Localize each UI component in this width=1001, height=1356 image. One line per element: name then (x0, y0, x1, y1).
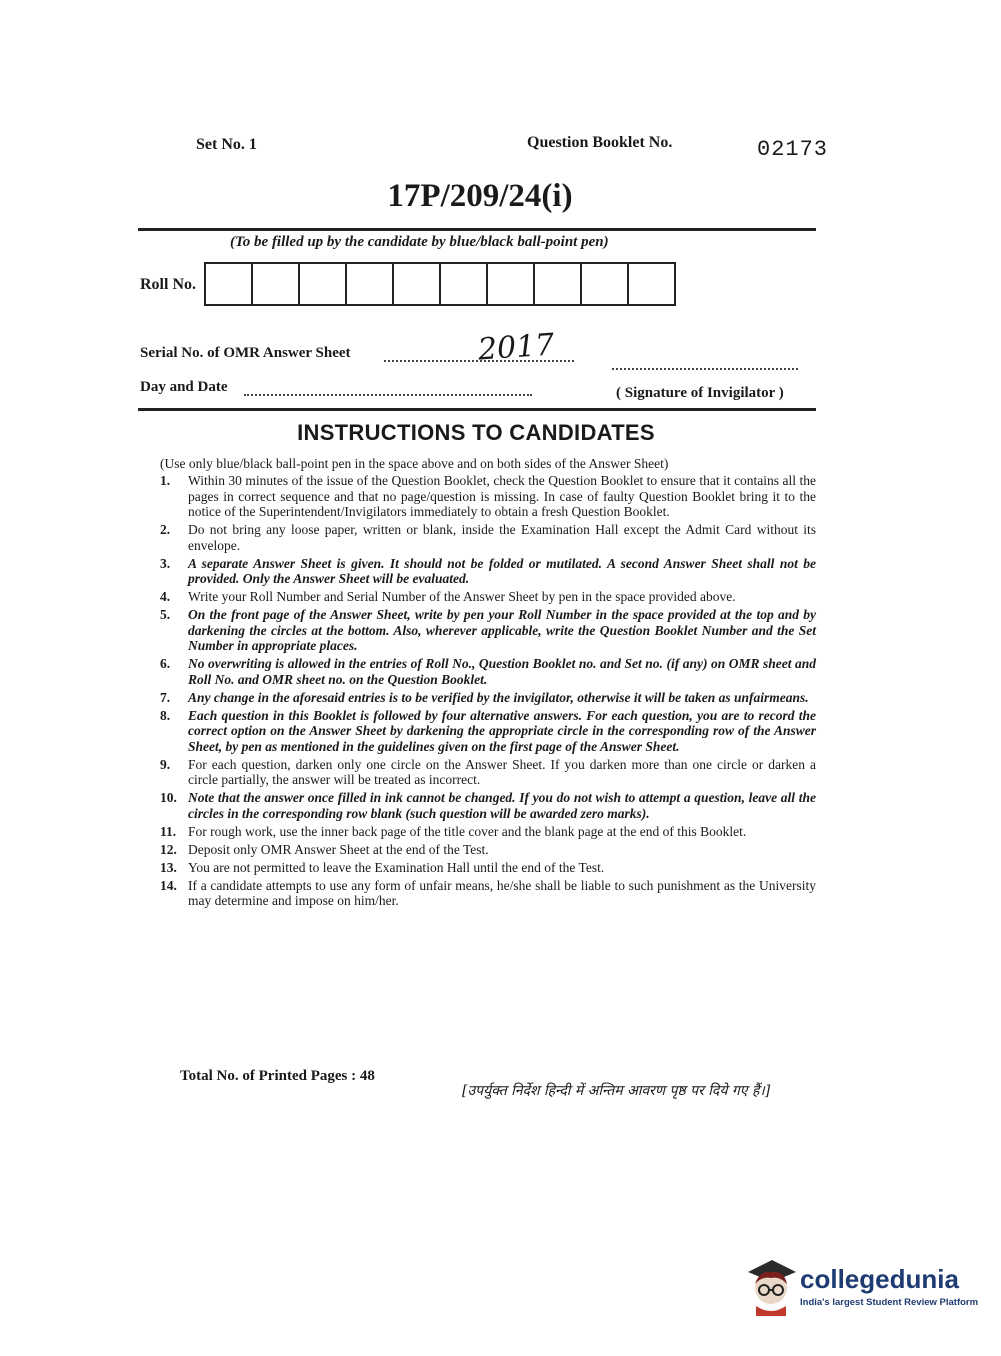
instruction-text: Each question in this Booklet is followed by four alternative answers. For each question, you are to record the correct option on the Answer Sheet by darkening the appropriate circle in the corresponding row of the Answer Sheet, by pen as mentioned in the guidelines given on the first page of the Answer Sheet. (188, 707, 816, 754)
instruction-number: 6. (160, 656, 171, 671)
instruction-number: 13. (160, 859, 177, 875)
roll-digit-box[interactable] (253, 264, 300, 304)
fill-instruction-note: (To be filled up by the candidate by blue/black ball-point pen) (230, 234, 609, 250)
instruction-text: On the front page of the Answer Sheet, write by pen your Roll Number in the space provided at the top and by darkening the circles at the bottom. Also, wherever applicable, write the Question Booklet Number and the Set Number in appropriate places. (188, 607, 816, 653)
section-divider (138, 408, 816, 411)
roll-digit-box[interactable] (582, 264, 629, 304)
instruction-text: For rough work, use the inner back page of the title cover and the blank page at the end of this Booklet. (188, 823, 747, 839)
instruction-text: No overwriting is allowed in the entries of Roll No., Question Booklet no. and Set no. (if any) on OMR sheet and Roll No. and OMR sheet no. on the Question Booklet. (188, 656, 816, 687)
instruction-item (160, 656, 816, 687)
instruction-item (160, 473, 816, 520)
instruction-number: 11. (160, 823, 177, 839)
instruction-item (160, 708, 816, 755)
paper-code: 17P/209/24(i) (387, 178, 573, 214)
collegedunia-tagline: India's largest Student Review Platform (800, 1297, 979, 1308)
instruction-item (160, 878, 816, 909)
instruction-item (160, 790, 816, 821)
instruction-number: 7. (160, 689, 171, 705)
instructions-intro: (Use only blue/black ball-point pen in the space above and on both sides of the Answer Sheet) (160, 456, 669, 471)
hindi-note: [उपर्युक्त निर्देश हिन्दी में अन्तिम आवरण पृष्ठ पर दिये गए हैं।] (462, 1083, 771, 1099)
instruction-number: 1. (160, 473, 171, 488)
instruction-text: For each question, darken only one circle on the Answer Sheet. If you darken more than one circle or darken a circle partially, the answer will be treated as incorrect. (188, 756, 816, 787)
roll-digit-box[interactable] (347, 264, 394, 304)
instruction-item (160, 860, 816, 876)
instruction-item (160, 522, 816, 553)
instruction-number: 4. (160, 589, 171, 604)
instructions-heading: INSTRUCTIONS TO CANDIDATES (297, 420, 655, 445)
omr-serial-handwritten: 2017 (476, 327, 556, 368)
roll-digit-box[interactable] (629, 264, 674, 304)
invigilator-signature-label: ( Signature of Invigilator ) (616, 385, 784, 401)
instruction-item (160, 824, 816, 840)
question-booklet-number: 02173 (757, 137, 829, 162)
roll-number-boxes[interactable] (204, 262, 676, 306)
instruction-text: Within 30 minutes of the issue of the Question Booklet, check the Question Booklet to ensure that it contains all the pages in correct sequence and that no page/question is missing. In case of faulty Question Booklet bring it to the notice of the Superintendent/Invigilators immediately to obtain a fresh Question Booklet. (188, 473, 816, 519)
instruction-number: 9. (160, 756, 171, 772)
instruction-number: 5. (160, 607, 171, 622)
roll-digit-box[interactable] (394, 264, 441, 304)
instruction-number: 12. (160, 841, 177, 857)
instruction-item (160, 556, 816, 587)
instruction-item (160, 607, 816, 654)
instruction-text: Do not bring any loose paper, written or blank, inside the Examination Hall except the Admit Card without its envelope. (188, 522, 816, 553)
instruction-number: 14. (160, 877, 177, 893)
question-booklet-label: Question Booklet No. (527, 134, 673, 151)
instruction-text: Deposit only OMR Answer Sheet at the end of the Test. (188, 841, 489, 857)
day-date-line[interactable] (244, 394, 532, 396)
roll-digit-box[interactable] (441, 264, 488, 304)
instruction-item (160, 842, 816, 858)
instructions-list (160, 473, 816, 911)
set-number: Set No. 1 (196, 136, 257, 153)
signature-line[interactable] (612, 368, 798, 370)
instruction-number: 10. (160, 790, 177, 805)
day-date-label: Day and Date (140, 379, 228, 395)
roll-digit-box[interactable] (535, 264, 582, 304)
roll-digit-box[interactable] (206, 264, 253, 304)
instruction-text: A separate Answer Sheet is given. It should not be folded or mutilated. A second Answer Sheet shall not be provided. Only the Answer Sheet will be evaluated. (188, 555, 816, 586)
collegedunia-mascot-icon (742, 1254, 800, 1316)
collegedunia-logo: collegedunia (800, 1264, 959, 1294)
instruction-text: Write your Roll Number and Serial Number of the Answer Sheet by pen in the space provided above. (188, 589, 736, 604)
roll-number-label: Roll No. (140, 276, 196, 293)
roll-digit-box[interactable] (300, 264, 347, 304)
instruction-number: 3. (160, 555, 171, 571)
total-printed-pages: Total No. of Printed Pages : 48 (180, 1068, 375, 1084)
instruction-number: 8. (160, 707, 171, 723)
instruction-number: 2. (160, 522, 171, 537)
instruction-item (160, 589, 816, 605)
instruction-text: Note that the answer once filled in ink cannot be changed. If you do not wish to attempt a question, leave all the circles in the corresponding row blank (such question will be awarded zero marks). (188, 790, 816, 821)
instruction-item (160, 757, 816, 788)
instruction-text: If a candidate attempts to use any form of unfair means, he/she shall be liable to such punishment as the University may determine and impose on him/her. (188, 877, 816, 908)
instruction-item (160, 690, 816, 706)
top-divider (138, 228, 816, 231)
instruction-text: You are not permitted to leave the Examination Hall until the end of the Test. (188, 859, 605, 875)
omr-serial-label: Serial No. of OMR Answer Sheet (140, 345, 351, 361)
instruction-text: Any change in the aforesaid entries is to be verified by the invigilator, otherwise it will be taken as unfairmeans. (188, 689, 809, 705)
roll-digit-box[interactable] (488, 264, 535, 304)
